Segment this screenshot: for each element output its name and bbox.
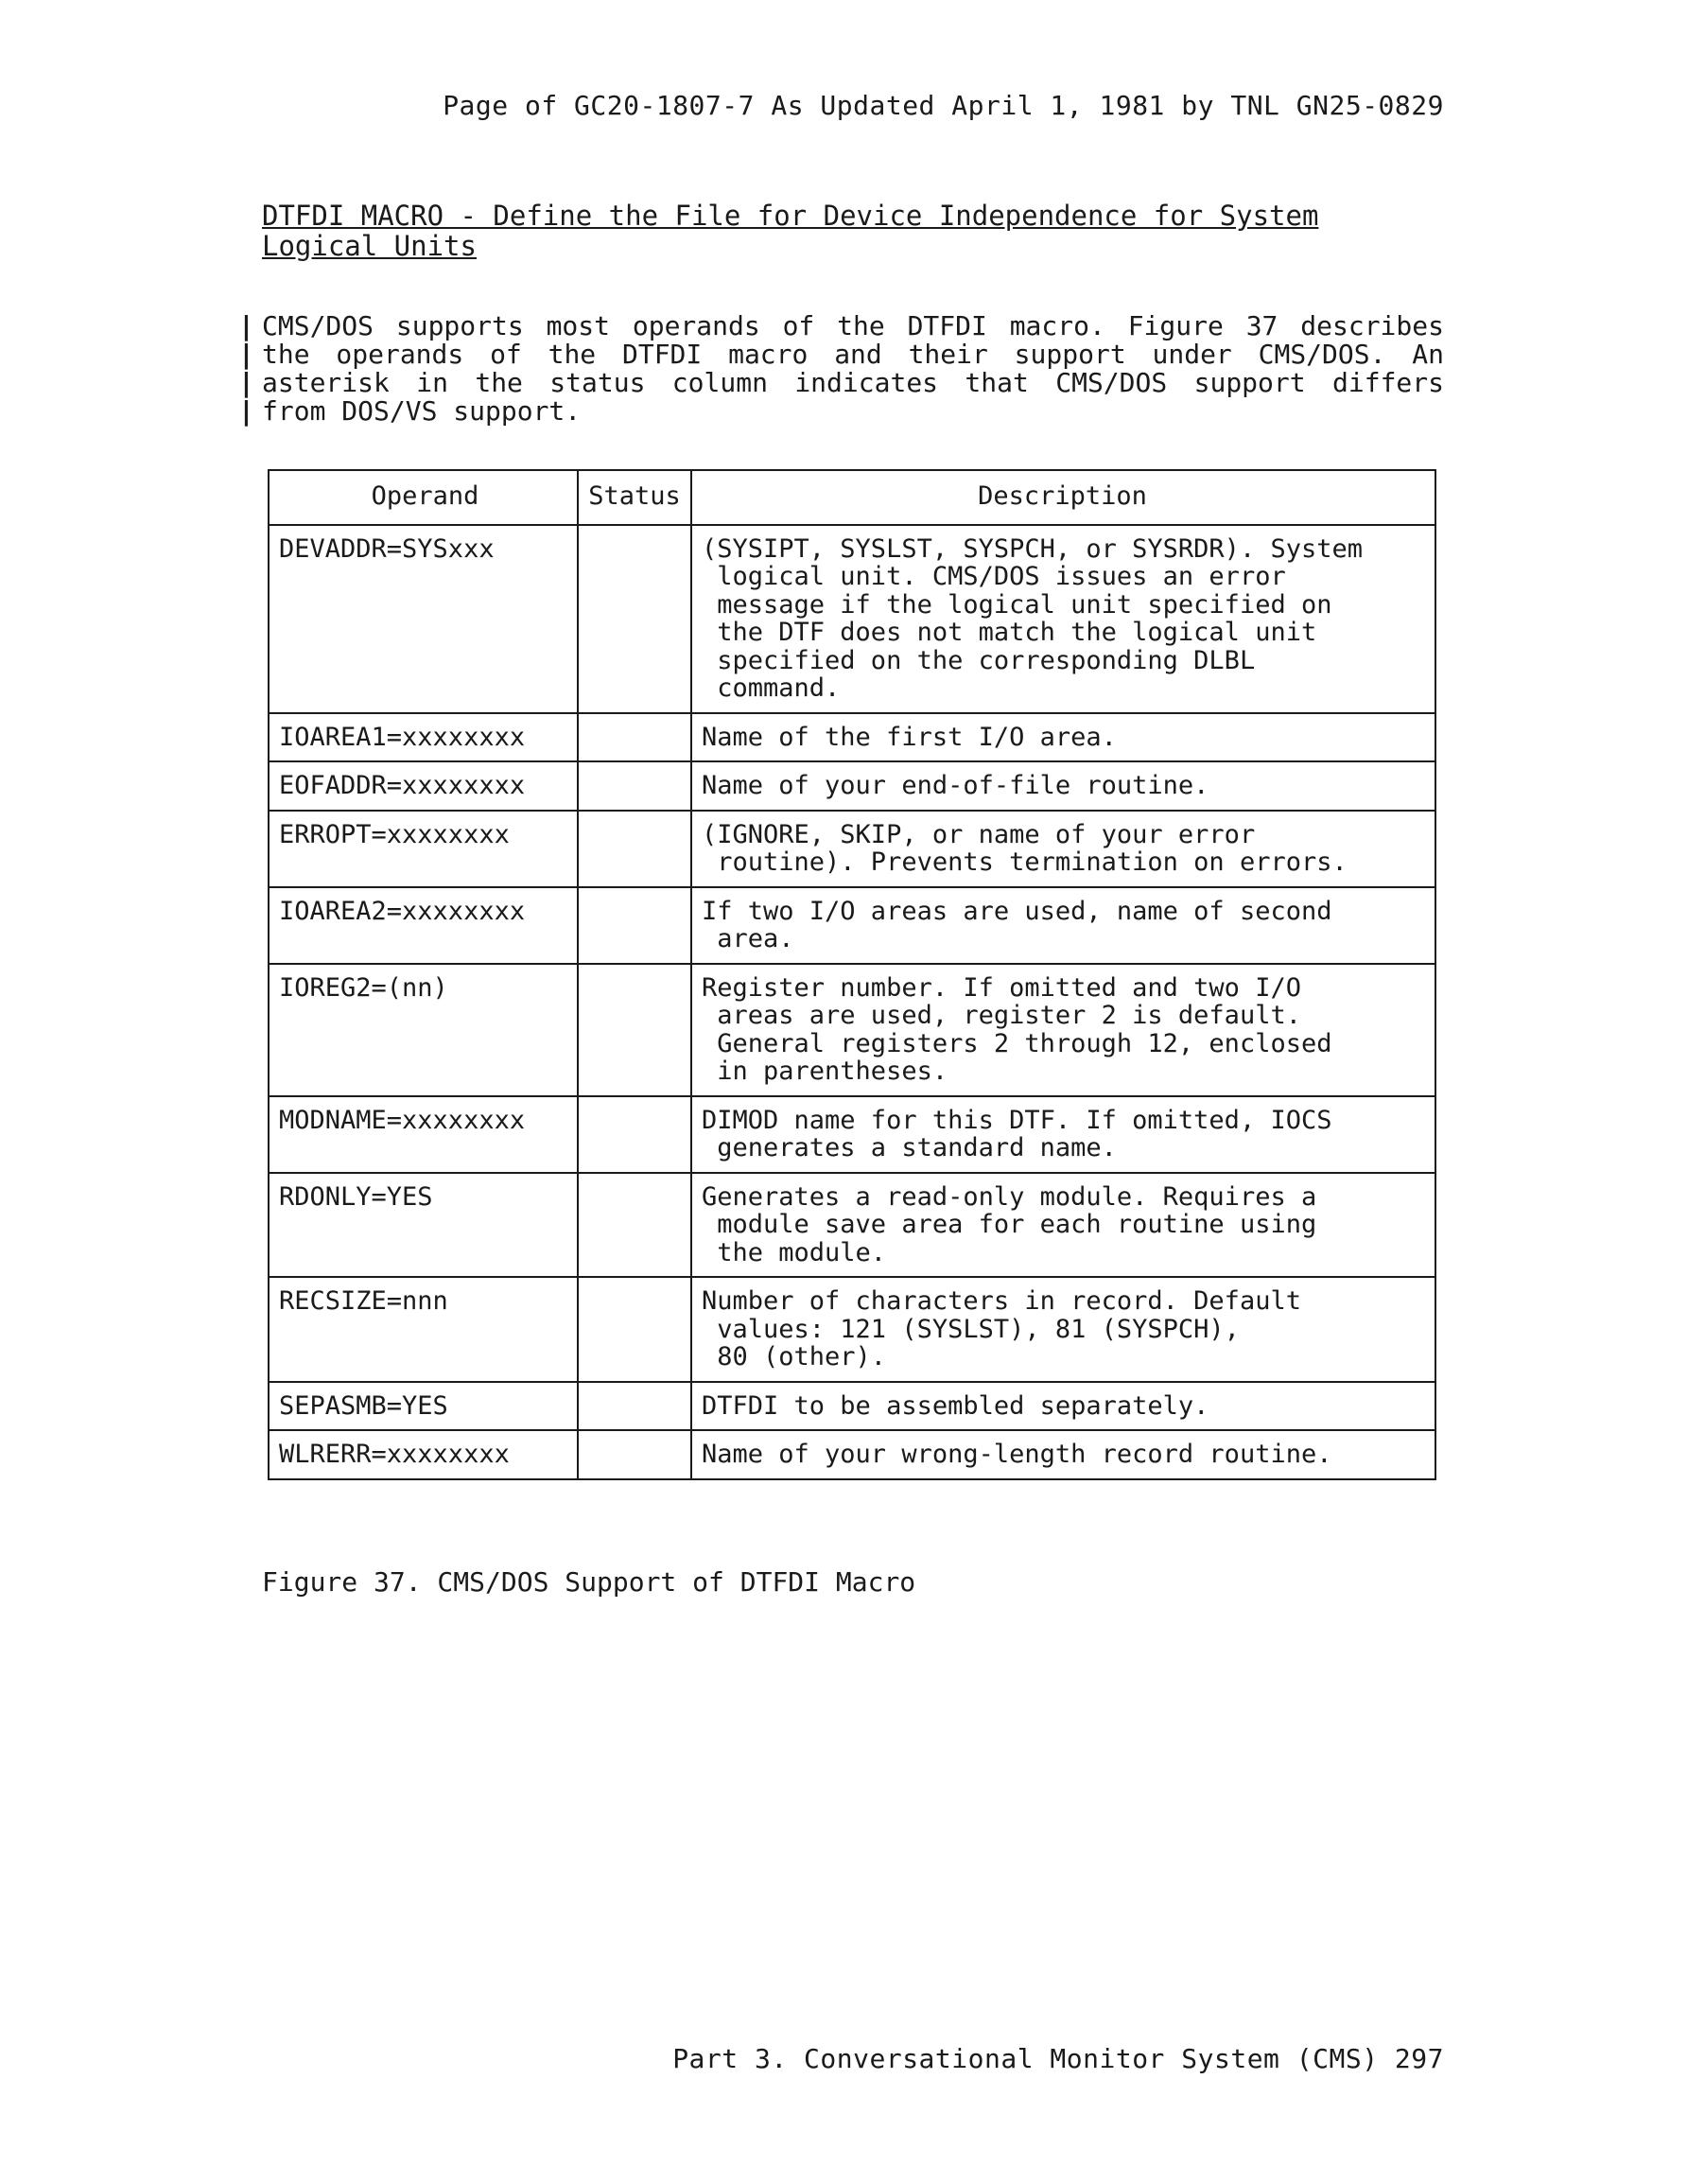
- intro-line: [238, 397, 1444, 426]
- operand-cell: RDONLY=YES: [279, 1181, 433, 1212]
- description-line: command.: [702, 673, 841, 703]
- operand-cell: IOAREA2=xxxxxxxx: [279, 896, 526, 926]
- change-bar: |: [238, 310, 254, 341]
- description-cell: [690, 965, 1435, 1095]
- description-line: generates a standard name.: [702, 1133, 1117, 1162]
- page-footer: Part 3. Conversational Monitor System (CMS) 297: [672, 2043, 1444, 2074]
- description-cell: [690, 1278, 1435, 1381]
- description-line: Number of characters in record. Default: [702, 1286, 1301, 1316]
- change-bar: |: [238, 339, 254, 370]
- column-header-status: Status: [577, 471, 690, 524]
- status-cell: [577, 888, 690, 963]
- operand-cell: MODNAME=xxxxxxxx: [279, 1105, 526, 1135]
- description-line: in parentheses.: [702, 1057, 948, 1086]
- description-line: General registers 2 through 12, enclosed: [702, 1028, 1332, 1058]
- status-cell: [577, 526, 690, 712]
- page-header: Page of GC20-1807-7 As Updated April 1, 1981 by TNL GN25-0829: [443, 90, 1444, 121]
- description-line: (SYSIPT, SYSLST, SYSPCH, or SYSRDR). System: [702, 533, 1363, 564]
- operand-cell: IOREG2=(nn): [279, 972, 448, 1003]
- status-cell: [577, 1097, 690, 1172]
- description-cell: [690, 714, 1435, 761]
- description-line: the module.: [702, 1237, 887, 1267]
- table-row: [270, 712, 1435, 761]
- description-cell: [690, 762, 1435, 810]
- operand-cell: SEPASMB=YES: [279, 1390, 448, 1421]
- description-line: If two I/O areas are used, name of second: [702, 896, 1332, 926]
- operand-cell: EOFADDR=xxxxxxxx: [279, 771, 526, 800]
- table-row: [270, 886, 1435, 963]
- section-title: [262, 201, 1444, 261]
- description-line: 80 (other).: [702, 1342, 887, 1372]
- description-line: Name of your end-of-file routine.: [702, 771, 1209, 800]
- description-cell: [690, 888, 1435, 963]
- description-line: DTFDI to be assembled separately.: [702, 1390, 1209, 1421]
- intro-line: [238, 312, 1444, 341]
- change-bar: |: [238, 367, 254, 398]
- description-cell: [690, 1383, 1435, 1430]
- table-row: [270, 1429, 1435, 1478]
- description-line: module save area for each routine using: [702, 1210, 1317, 1239]
- table-row: [270, 1276, 1435, 1381]
- status-cell: [577, 762, 690, 810]
- operand-cell: DEVADDR=SYSxxx: [279, 533, 495, 564]
- status-cell: [577, 812, 690, 886]
- description-line: areas are used, register 2 is default.: [702, 1001, 1301, 1030]
- description-line: logical unit. CMS/DOS issues an error: [702, 562, 1286, 591]
- table-row: [270, 760, 1435, 810]
- operand-cell: WLRERR=xxxxxxxx: [279, 1440, 510, 1469]
- operand-cell: IOAREA1=xxxxxxxx: [279, 722, 526, 752]
- description-line: Name of your wrong-length record routine.: [702, 1440, 1332, 1469]
- column-header-description: Description: [690, 471, 1435, 524]
- description-line: the DTF does not match the logical unit: [702, 618, 1317, 647]
- intro-paragraph: [238, 312, 1444, 426]
- status-cell: [577, 1174, 690, 1277]
- description-line: (IGNORE, SKIP, or name of your error: [702, 819, 1256, 849]
- status-cell: [577, 1383, 690, 1430]
- description-cell: [690, 526, 1435, 712]
- operand-cell: ERROPT=xxxxxxxx: [279, 819, 510, 849]
- description-line: routine). Prevents termination on errors.: [702, 847, 1348, 877]
- intro-line-text: from DOS/VS support.: [262, 395, 582, 427]
- description-line: specified on the corresponding DLBL: [702, 645, 1256, 675]
- intro-line: [238, 341, 1444, 369]
- intro-line-text: CMS/DOS supports most operands of the DTFDI macro. Figure 37 describes: [262, 310, 1444, 341]
- change-bar: |: [238, 395, 254, 427]
- table-row: [270, 1095, 1435, 1172]
- operand-cell: RECSIZE=nnn: [279, 1286, 448, 1316]
- table-row: [270, 1172, 1435, 1277]
- table-body: [270, 524, 1435, 1478]
- intro-line-text: the operands of the DTFDI macro and their support under CMS/DOS. An: [262, 339, 1444, 370]
- figure-caption: Figure 37. CMS/DOS Support of DTFDI Macro: [262, 1566, 916, 1598]
- table-row: [270, 963, 1435, 1095]
- intro-line-text: asterisk in the status column indicates that CMS/DOS support differs: [262, 367, 1444, 398]
- description-line: values: 121 (SYSLST), 81 (SYSPCH),: [702, 1314, 1240, 1344]
- description-cell: [690, 812, 1435, 886]
- operands-table: [268, 469, 1436, 1480]
- description-line: message if the logical unit specified on: [702, 589, 1332, 620]
- status-cell: [577, 714, 690, 761]
- description-cell: [690, 1097, 1435, 1172]
- table-row: [270, 524, 1435, 712]
- status-cell: [577, 1431, 690, 1478]
- section-title-text: DTFDI MACRO - Define the File for Device Independence for System Logical Units: [262, 200, 1319, 262]
- table-row: [270, 1381, 1435, 1430]
- description-line: DIMOD name for this DTF. If omitted, IOCS: [702, 1105, 1332, 1135]
- column-header-operand: Operand: [371, 481, 479, 511]
- description-line: Name of the first I/O area.: [702, 722, 1117, 752]
- table-header-row: [270, 471, 1435, 524]
- description-cell: [690, 1174, 1435, 1277]
- intro-line: [238, 369, 1444, 397]
- description-cell: [690, 1431, 1435, 1478]
- description-line: Register number. If omitted and two I/O: [702, 972, 1301, 1003]
- status-cell: [577, 1278, 690, 1381]
- table-row: [270, 810, 1435, 886]
- description-line: Generates a read-only module. Requires a: [702, 1181, 1317, 1212]
- status-cell: [577, 965, 690, 1095]
- description-line: area.: [702, 924, 794, 953]
